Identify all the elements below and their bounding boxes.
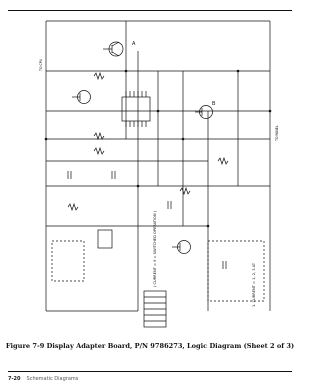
marker-a: A: [132, 41, 136, 47]
marker-b: B: [212, 101, 216, 107]
connector-label-cpu: TO CPU: [39, 59, 43, 71]
figure-caption: Figure 7-9 Display Adapter Board, P/N 9786273, Logic Diagram (Sheet 2 of 3): [5, 342, 295, 350]
section-title: Schematic Diagrams: [26, 376, 79, 382]
switched-operation-note: ( CURRENT = 9 = SWITCHED OPERATION ): [153, 210, 157, 287]
connector-label-panel: TO PANEL: [275, 125, 279, 141]
small-ic: [98, 230, 112, 248]
bottom-rule: [8, 371, 292, 372]
page-footer: [8, 376, 78, 382]
page-number: 7-20: [8, 376, 21, 382]
logic-diagram: [8, 11, 292, 333]
current-note: 1. CURRENT = 1, 2, 3 AT: [252, 262, 256, 307]
